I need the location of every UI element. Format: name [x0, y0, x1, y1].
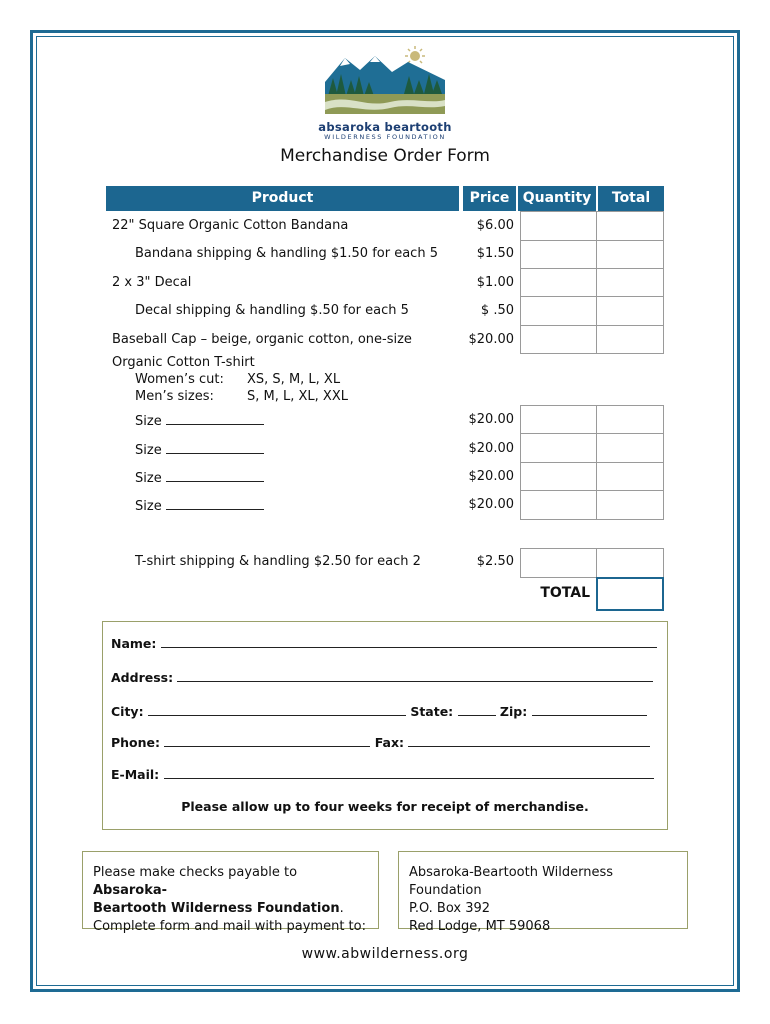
tshirt-womens-sizes: XS, S, M, L, XL	[247, 372, 341, 387]
payment-period: .	[339, 901, 344, 916]
mailing-address	[398, 851, 688, 934]
name-row	[111, 635, 657, 652]
name-field[interactable]	[161, 635, 657, 648]
row-bandana-shipping-label: Bandana shipping & handling $1.50 for each 5	[135, 246, 438, 261]
header-quantity: Quantity	[516, 186, 596, 211]
fax-field[interactable]	[408, 734, 650, 747]
row-cap-label: Baseball Cap – beige, organic cotton, one-size	[112, 332, 412, 347]
size-2-field[interactable]	[166, 441, 264, 454]
phone-row	[111, 734, 650, 751]
bandana-total-field[interactable]	[596, 211, 664, 241]
cap-total-field[interactable]	[596, 325, 664, 354]
mail-instruction: Complete form and mail with payment to:	[93, 919, 366, 934]
decal-total-field[interactable]	[596, 268, 664, 297]
size-3-field[interactable]	[166, 469, 264, 482]
state-label: State:	[410, 704, 454, 719]
fax-label: Fax:	[374, 735, 405, 750]
size-row-3	[135, 469, 264, 487]
grand-total-field[interactable]	[596, 577, 664, 611]
zip-label: Zip:	[499, 704, 528, 719]
payment-instructions	[82, 851, 379, 934]
size-4-total-field[interactable]	[596, 490, 664, 520]
header-price: Price	[461, 186, 516, 211]
address-label: Address:	[111, 670, 174, 685]
row-decal-shipping-label: Decal shipping & handling $.50 for each 5	[135, 303, 409, 318]
size-4-quantity-field[interactable]	[520, 490, 597, 520]
address-field[interactable]	[177, 669, 653, 682]
mailing-org: Absaroka-Beartooth Wilderness Foundation	[409, 865, 614, 898]
bandana-shipping-quantity-field[interactable]	[520, 240, 597, 269]
size-2-total-field[interactable]	[596, 433, 664, 463]
tshirt-shipping-quantity-field[interactable]	[520, 548, 597, 578]
decal-shipping-quantity-field[interactable]	[520, 296, 597, 326]
header-product: Product	[106, 186, 459, 211]
size-label: Size	[135, 471, 162, 486]
address-row	[111, 669, 653, 686]
size-label: Size	[135, 414, 162, 429]
size-1-field[interactable]	[166, 412, 264, 425]
city-label: City:	[111, 704, 144, 719]
tshirt-mens-sizes: S, M, L, XL, XXL	[247, 389, 348, 404]
tshirt-title: Organic Cotton T-shirt	[112, 355, 255, 370]
zip-field[interactable]	[532, 703, 647, 716]
row-bandana-shipping-price: $1.50	[476, 246, 514, 261]
cap-quantity-field[interactable]	[520, 325, 597, 354]
name-label: Name:	[111, 636, 157, 651]
email-label: E-Mail:	[111, 767, 160, 782]
sun-icon	[405, 46, 425, 63]
website-link[interactable]: www.abwilderness.org	[301, 946, 469, 962]
row-decal-label: 2 x 3" Decal	[112, 275, 192, 290]
size-3-quantity-field[interactable]	[520, 462, 597, 491]
mailing-city: Red Lodge, MT 59068	[409, 919, 551, 934]
tshirt-shipping-price: $2.50	[476, 554, 514, 569]
decal-quantity-field[interactable]	[520, 268, 597, 297]
size-row-1	[135, 412, 264, 430]
tshirt-shipping-total-field[interactable]	[596, 548, 664, 578]
phone-label: Phone:	[111, 735, 161, 750]
city-field[interactable]	[148, 703, 406, 716]
grand-total-label: TOTAL	[540, 585, 590, 601]
phone-field[interactable]	[164, 734, 370, 747]
bandana-quantity-field[interactable]	[520, 211, 597, 241]
payment-text: Please make checks payable to	[93, 865, 298, 880]
payee-name-part1: Absaroka-	[93, 883, 168, 898]
tshirt-shipping-label: T-shirt shipping & handling $2.50 for each 2	[135, 554, 421, 569]
mailing-po-box: P.O. Box 392	[409, 901, 491, 916]
bandana-shipping-total-field[interactable]	[596, 240, 664, 269]
tshirt-womens-label: Women’s cut:	[135, 372, 224, 387]
state-field[interactable]	[458, 703, 496, 716]
size-label: Size	[135, 499, 162, 514]
size-2-quantity-field[interactable]	[520, 433, 597, 463]
size-row-1-price: $20.00	[468, 412, 514, 427]
size-row-4	[135, 497, 264, 515]
size-row-4-price: $20.00	[468, 497, 514, 512]
email-field[interactable]	[164, 766, 654, 779]
logo-subtitle: WILDERNESS FOUNDATION	[324, 133, 446, 141]
row-cap-price: $20.00	[468, 332, 514, 347]
size-row-3-price: $20.00	[468, 469, 514, 484]
size-row-2	[135, 441, 264, 459]
size-row-2-price: $20.00	[468, 441, 514, 456]
email-row	[111, 766, 654, 783]
size-4-field[interactable]	[166, 497, 264, 510]
size-1-quantity-field[interactable]	[520, 405, 597, 434]
page-title: Merchandise Order Form	[280, 146, 490, 166]
city-row	[111, 703, 647, 720]
size-1-total-field[interactable]	[596, 405, 664, 434]
row-decal-shipping-price: $ .50	[480, 303, 514, 318]
payee-name-part2: Beartooth Wilderness Foundation	[93, 901, 340, 916]
decal-shipping-total-field[interactable]	[596, 296, 664, 326]
tshirt-mens-label: Men’s sizes:	[135, 389, 214, 404]
delivery-notice: Please allow up to four weeks for receipt of merchandise.	[181, 799, 589, 814]
row-bandana-price: $6.00	[476, 218, 514, 233]
row-decal-price: $1.00	[476, 275, 514, 290]
header-total: Total	[596, 186, 664, 211]
size-3-total-field[interactable]	[596, 462, 664, 491]
size-label: Size	[135, 443, 162, 458]
logo-wordmark: absaroka beartooth	[318, 120, 452, 134]
row-bandana-label: 22" Square Organic Cotton Bandana	[112, 218, 349, 233]
